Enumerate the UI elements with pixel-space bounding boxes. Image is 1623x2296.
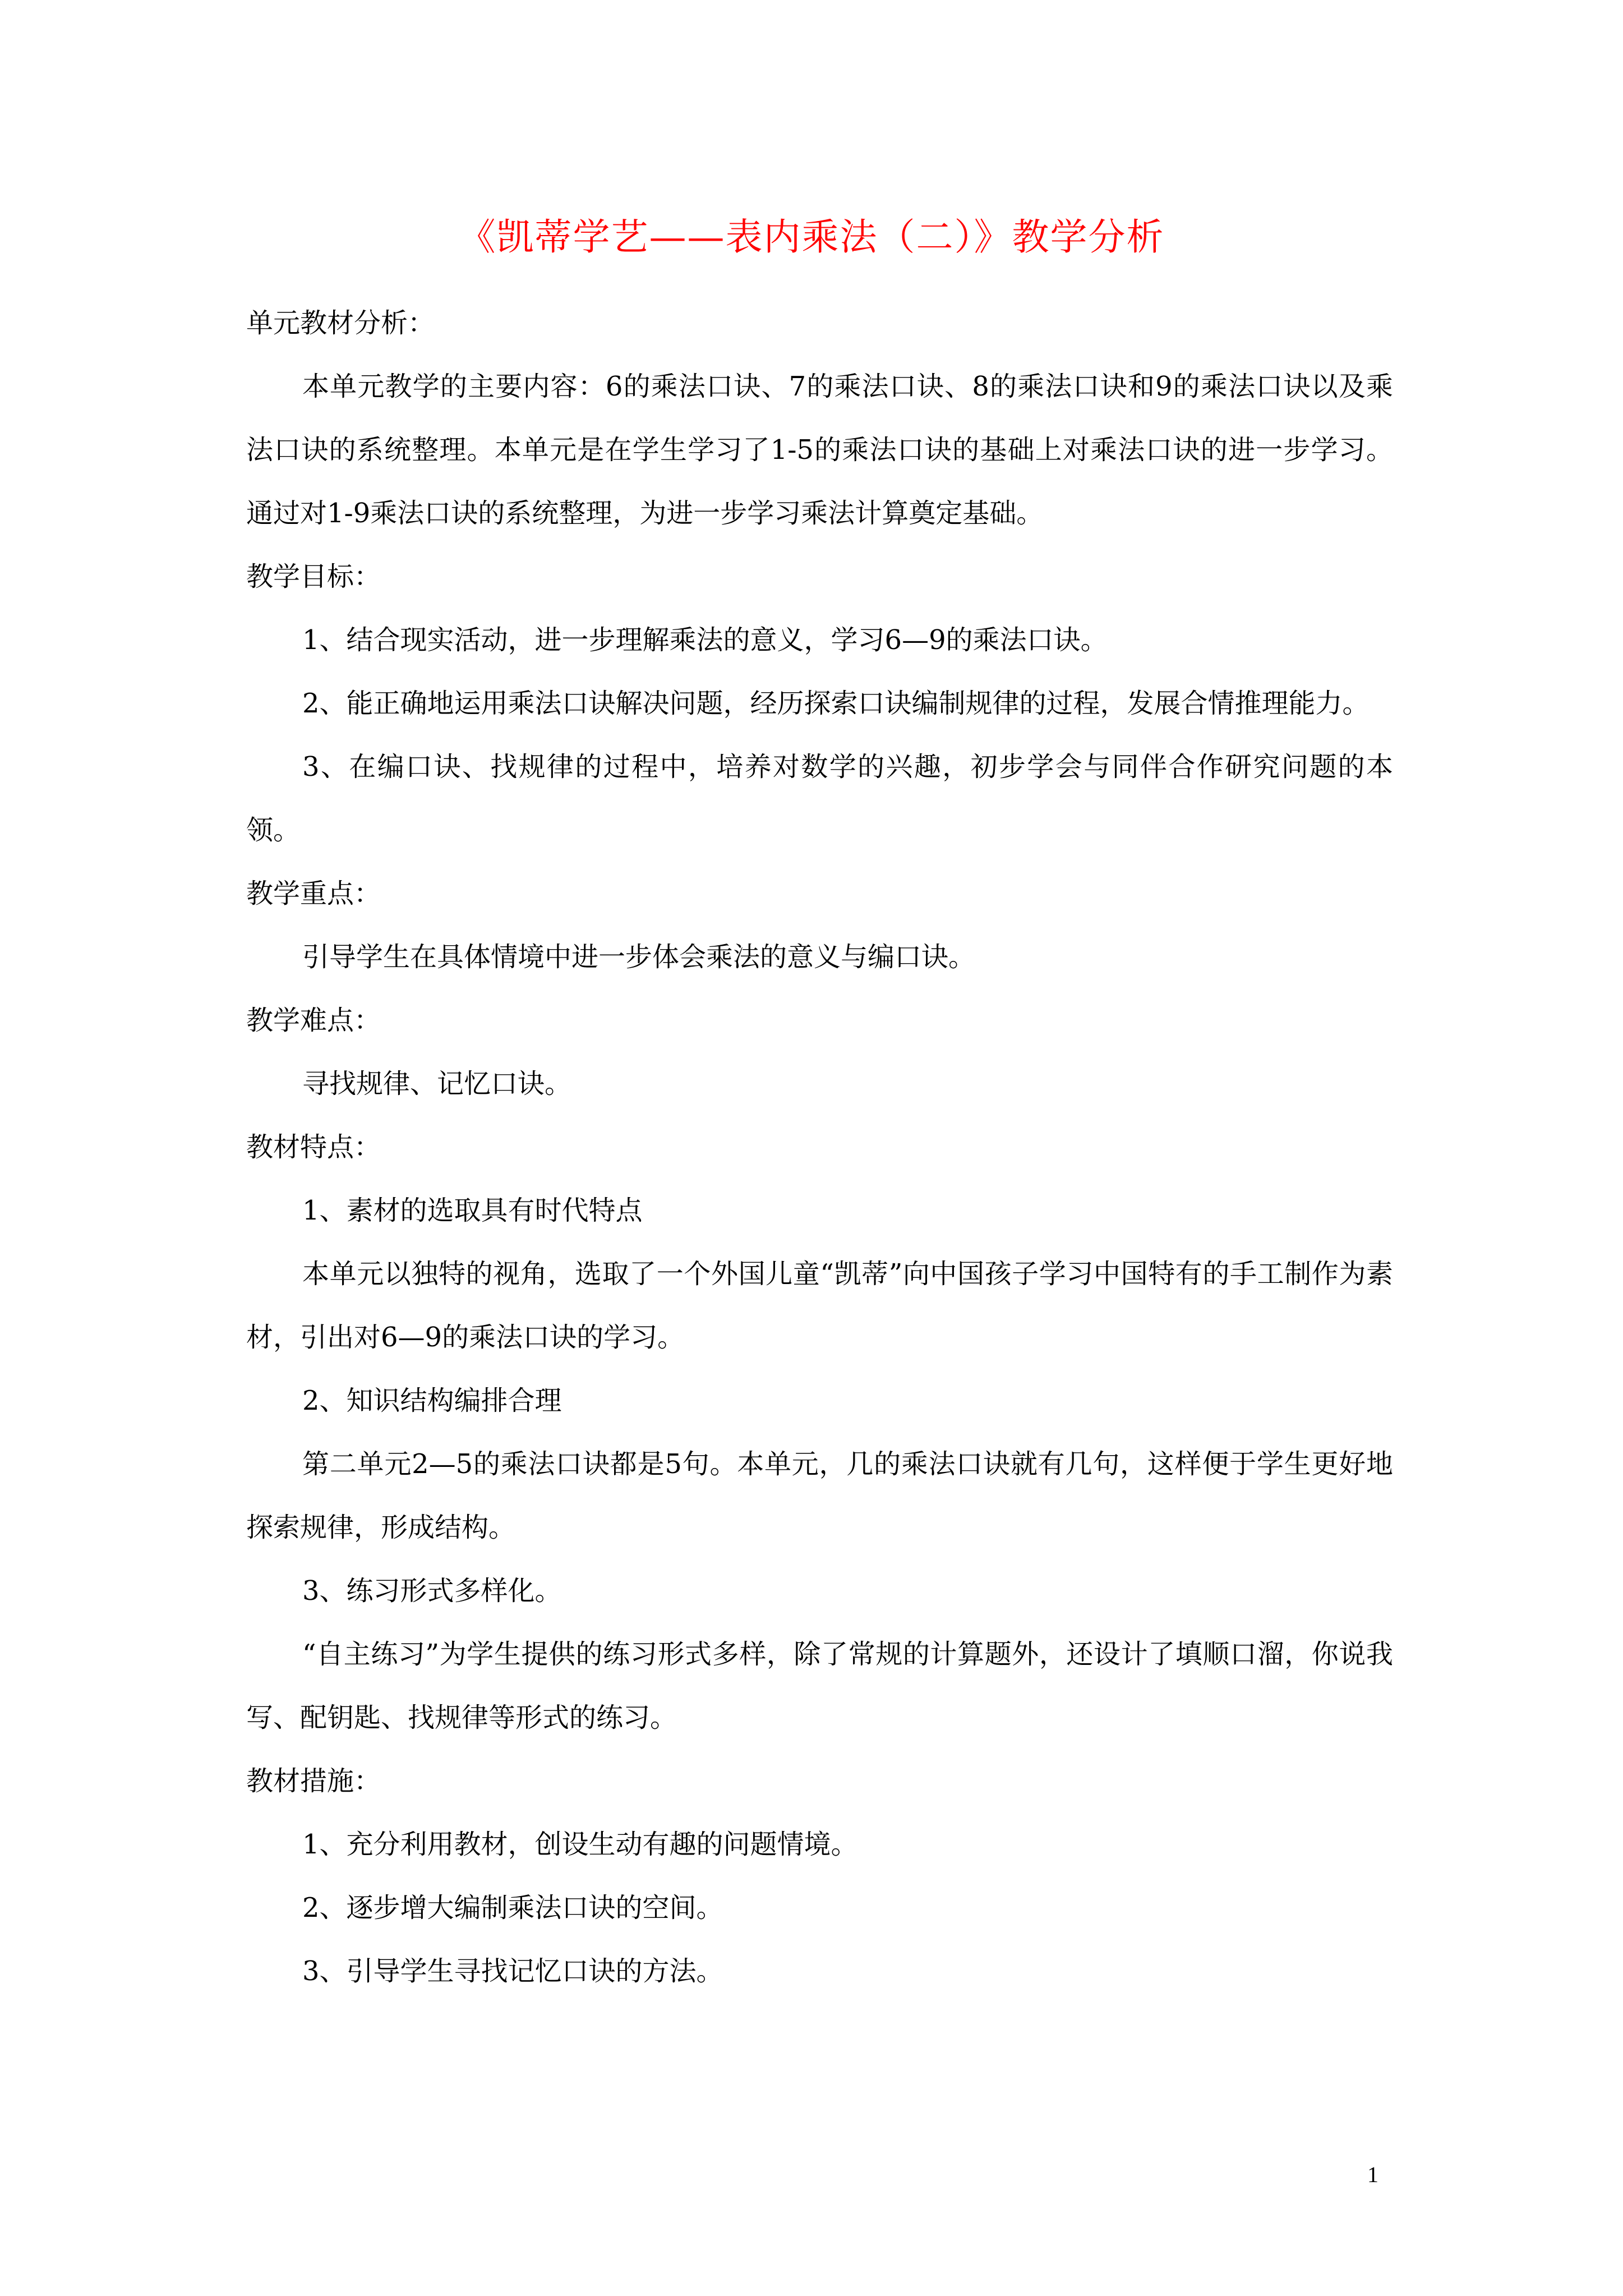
section-heading-material-features: 教材特点：	[246, 1131, 381, 1163]
page-number: 1	[1367, 2162, 1378, 2187]
paragraph-difficulties: 寻找规律、记忆口诀。	[302, 1068, 572, 1099]
section-heading-unit-analysis: 单元教材分析：	[246, 307, 435, 339]
document-title: 《凯蒂学艺——表内乘法（二）》教学分析	[458, 215, 1165, 259]
feature-item-1: 1、素材的选取具有时代特点	[302, 1195, 643, 1226]
measure-item-3: 3、引导学生寻找记忆口诀的方法。	[302, 1955, 723, 1987]
feature-paragraph-2: 第二单元2—5的乘法口诀都是5句。本单元，几的乘法口诀就有几句，这样便于学生更好地探索规律，形成结构。	[246, 1448, 1393, 1543]
section-heading-difficulties: 教学难点：	[246, 1005, 381, 1036]
feature-item-2: 2、知识结构编排合理	[302, 1385, 562, 1416]
section-heading-material-measures: 教材措施：	[246, 1765, 381, 1797]
feature-paragraph-1: 本单元以独特的视角，选取了一个外国儿童“凯蒂”向中国孩子学习中国特有的手工制作为素材，引出对6—9的乘法口诀的学习。	[246, 1258, 1393, 1353]
document-body	[246, 292, 1393, 2003]
section-heading-key-points: 教学重点：	[246, 878, 381, 909]
paragraph-key-points: 引导学生在具体情境中进一步体会乘法的意义与编口诀。	[302, 941, 976, 973]
measure-item-1: 1、充分利用教材，创设生动有趣的问题情境。	[302, 1829, 858, 1860]
feature-paragraph-3: “自主练习”为学生提供的练习形式多样，除了常规的计算题外，还设计了填顺口溜，你说我写、配钥匙、找规律等形式的练习。	[246, 1639, 1393, 1733]
section-heading-teaching-goals: 教学目标：	[246, 561, 381, 592]
goal-item-3: 3、在编口诀、找规律的过程中，培养对数学的兴趣，初步学会与同伴合作研究问题的本领。	[246, 751, 1393, 846]
measure-item-2: 2、逐步增大编制乘法口诀的空间。	[302, 1892, 723, 1924]
paragraph-main-content: 本单元教学的主要内容：6的乘法口诀、7的乘法口诀、8的乘法口诀和9的乘法口诀以及乘法口诀的系统整理。本单元是在学生学习了1-5的乘法口诀的基础上对乘法口诀的进一步学习。通过对1-9乘法口诀的系统整理，为进一步学习乘法计算奠定基础。	[246, 371, 1393, 529]
feature-item-3: 3、练习形式多样化。	[302, 1575, 562, 1607]
goal-item-2: 2、能正确地运用乘法口诀解决问题，经历探索口诀编制规律的过程，发展合情推理能力。	[302, 688, 1370, 719]
goal-item-1: 1、结合现实活动，进一步理解乘法的意义，学习6—9的乘法口诀。	[302, 624, 1108, 656]
